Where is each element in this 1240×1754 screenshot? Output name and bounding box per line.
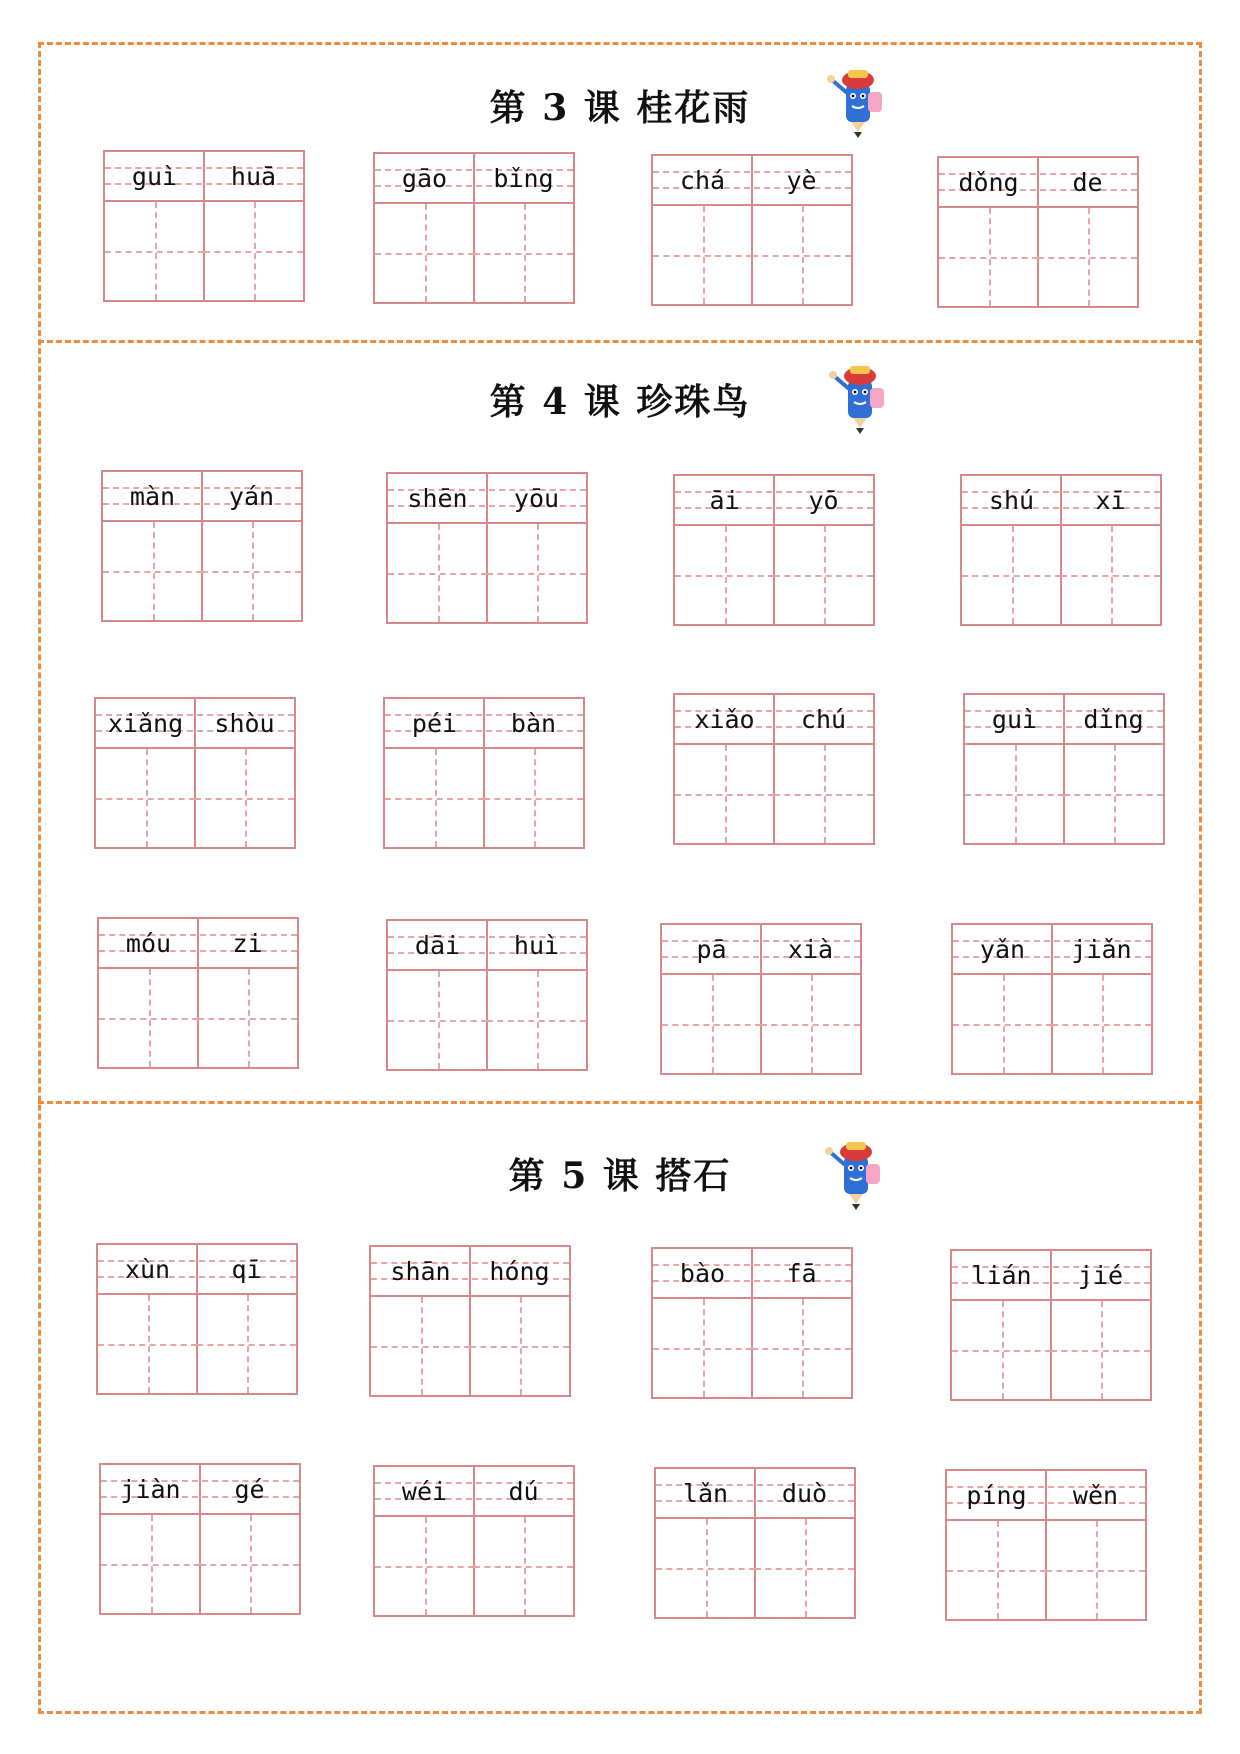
writing-cell[interactable] [952,1301,1051,1399]
writing-cell[interactable] [474,204,573,302]
word-card [673,474,875,626]
word-card [383,697,585,849]
pinyin-syllable: guì [131,161,178,191]
pinyin-syllable: qī [231,1254,262,1284]
word-card [373,1465,575,1617]
word-card [103,150,305,302]
word-card [373,152,575,304]
writing-cell[interactable] [953,975,1052,1073]
pinyin-syllable: pā [696,934,727,964]
writing-cell[interactable] [105,202,204,300]
pinyin-syllable: chá [679,165,726,195]
pinyin-syllable: hóng [489,1256,550,1286]
writing-cell[interactable] [1064,745,1163,843]
lesson-3-title: 第 3 课 桂花雨 [489,87,751,129]
writing-cell[interactable] [1052,975,1151,1073]
pinyin-syllable: dú [508,1476,539,1506]
pinyin-syllable: zi [232,928,263,958]
pinyin-syllable: xià [787,934,834,964]
word-card [651,1247,853,1399]
writing-cell[interactable] [474,1517,573,1615]
pinyin-syllable: xùn [124,1254,171,1284]
pinyin-syllable: dǐng [1083,704,1144,734]
word-card [96,1243,298,1395]
writing-cell[interactable] [202,522,301,620]
word-card [386,472,588,624]
lesson-4-title: 第 4 课 珍珠鸟 [489,381,751,423]
writing-cell[interactable] [484,749,583,847]
pinyin-syllable: āi [709,485,740,515]
pinyin-syllable: duò [781,1478,828,1508]
word-card [950,1249,1152,1401]
pinyin-syllable: màn [129,481,176,511]
word-card [660,923,862,1075]
lesson-5-title: 第 5 课 搭石 [508,1155,732,1197]
writing-cell[interactable] [375,1517,474,1615]
pinyin-syllable: xiǎng [107,708,184,738]
writing-cell[interactable] [197,1295,296,1393]
writing-cell[interactable] [375,204,474,302]
writing-cell[interactable] [965,745,1064,843]
word-card [951,923,1153,1075]
writing-cell[interactable] [656,1519,755,1617]
word-card [386,919,588,1071]
writing-cell[interactable] [99,969,198,1067]
pencil-mascot-icon [818,1134,888,1214]
writing-cell[interactable] [774,526,873,624]
writing-cell[interactable] [675,526,774,624]
pinyin-syllable: fā [786,1258,817,1288]
pinyin-syllable: xiǎo [694,704,755,734]
pinyin-syllable: huā [230,161,277,191]
writing-cell[interactable] [761,975,860,1073]
section-divider [38,1101,1202,1104]
pinyin-syllable: chú [800,704,847,734]
writing-cell[interactable] [653,1299,752,1397]
writing-cell[interactable] [1038,208,1137,306]
word-card [654,1467,856,1619]
pinyin-syllable: xī [1095,485,1126,515]
writing-cell[interactable] [662,975,761,1073]
pinyin-syllable: píng [966,1480,1027,1510]
writing-cell[interactable] [487,524,586,622]
writing-cell[interactable] [204,202,303,300]
writing-cell[interactable] [675,745,774,843]
word-card [960,474,1162,626]
pinyin-syllable: shòu [214,708,275,738]
pinyin-syllable: dāi [414,930,461,960]
writing-cell[interactable] [385,749,484,847]
pinyin-syllable: yè [786,165,817,195]
word-card [945,1469,1147,1621]
pinyin-syllable: wěn [1072,1480,1119,1510]
writing-cell[interactable] [1046,1521,1145,1619]
writing-cell[interactable] [1061,526,1160,624]
writing-cell[interactable] [470,1297,569,1395]
pinyin-syllable: de [1072,167,1103,197]
writing-cell[interactable] [198,969,297,1067]
word-card [651,154,853,306]
writing-cell[interactable] [388,971,487,1069]
pinyin-syllable: guì [991,704,1038,734]
pencil-mascot-icon [820,62,890,142]
section-divider [38,340,1202,343]
writing-cell[interactable] [962,526,1061,624]
pinyin-syllable: jié [1077,1260,1124,1290]
pinyin-syllable: yō [808,485,839,515]
pinyin-syllable: shēn [407,483,468,513]
word-card [673,693,875,845]
writing-cell[interactable] [774,745,873,843]
pinyin-syllable: lián [971,1260,1032,1290]
word-card [937,156,1139,308]
writing-cell[interactable] [939,208,1038,306]
pinyin-syllable: yán [228,481,275,511]
writing-cell[interactable] [752,1299,851,1397]
pinyin-syllable: shān [390,1256,451,1286]
pinyin-syllable: gé [234,1474,265,1504]
pinyin-syllable: bǐng [493,163,554,193]
pinyin-syllable: jiǎn [1071,934,1132,964]
word-card [369,1245,571,1397]
writing-cell[interactable] [371,1297,470,1395]
writing-cell[interactable] [96,749,195,847]
word-card [97,917,299,1069]
pinyin-syllable: wéi [401,1476,448,1506]
pencil-mascot-icon [822,358,892,438]
writing-cell[interactable] [195,749,294,847]
writing-cell[interactable] [101,1515,200,1613]
pinyin-syllable: gāo [401,163,448,193]
pinyin-syllable: móu [125,928,172,958]
writing-cell[interactable] [200,1515,299,1613]
pinyin-syllable: yōu [513,483,560,513]
writing-cell[interactable] [388,524,487,622]
writing-cell[interactable] [103,522,202,620]
word-card [101,470,303,622]
pinyin-syllable: shú [988,485,1035,515]
word-card [963,693,1165,845]
writing-cell[interactable] [653,206,752,304]
pinyin-syllable: huì [513,930,560,960]
writing-cell[interactable] [487,971,586,1069]
writing-cell[interactable] [1051,1301,1150,1399]
pinyin-syllable: lǎn [682,1478,729,1508]
word-card [99,1463,301,1615]
pinyin-syllable: dǒng [958,167,1019,197]
pinyin-syllable: jiàn [120,1474,181,1504]
writing-cell[interactable] [752,206,851,304]
writing-cell[interactable] [947,1521,1046,1619]
writing-cell[interactable] [98,1295,197,1393]
writing-cell[interactable] [755,1519,854,1617]
pinyin-syllable: bào [679,1258,726,1288]
pinyin-syllable: péi [411,708,458,738]
word-card [94,697,296,849]
pinyin-syllable: yǎn [979,934,1026,964]
pinyin-syllable: bàn [510,708,557,738]
